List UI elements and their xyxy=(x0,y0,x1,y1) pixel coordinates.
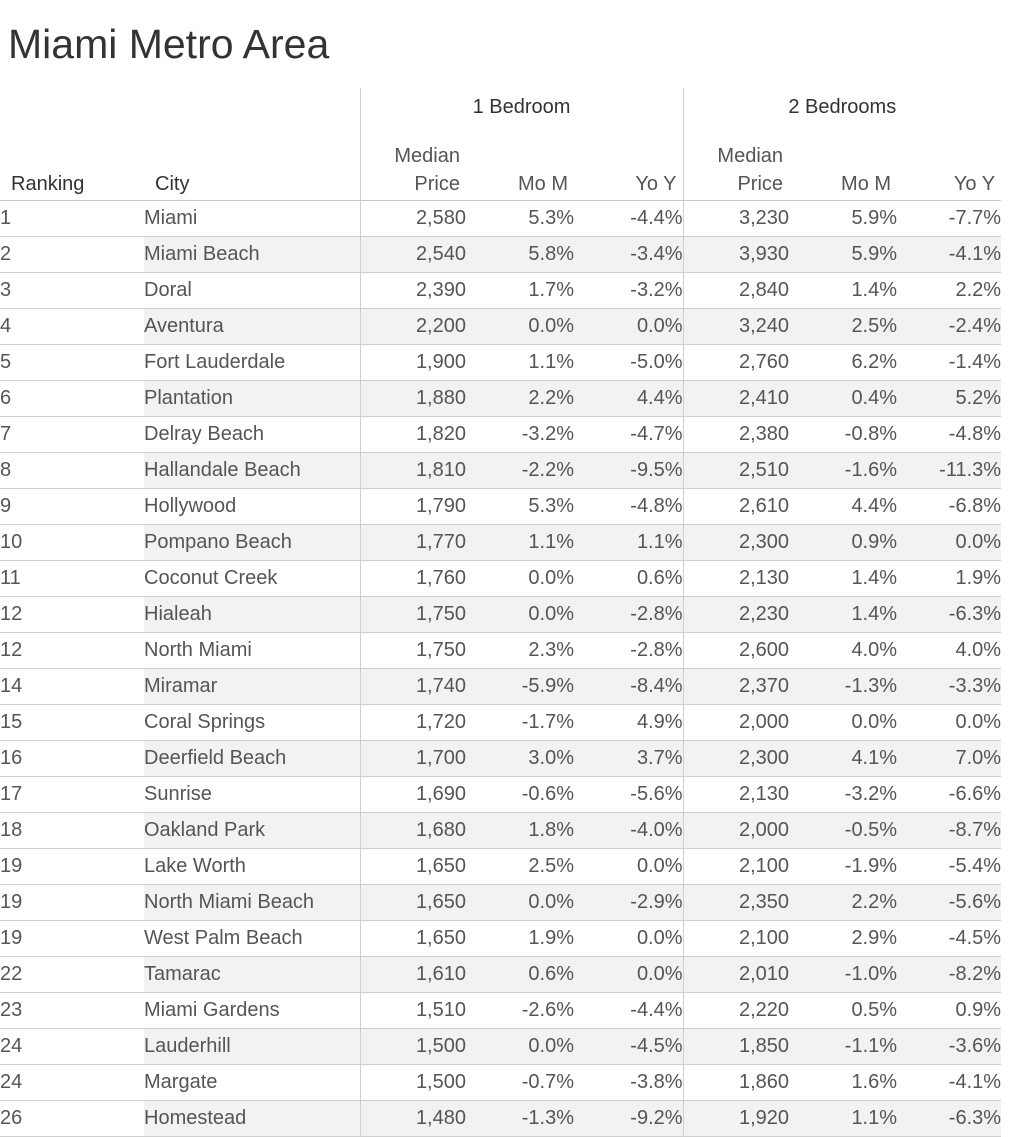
header-blank xyxy=(0,126,144,168)
cell-2br-mom: 0.4% xyxy=(789,381,897,417)
cell-1br-yoy: -3.2% xyxy=(574,273,683,309)
cell-2br-median-price: 2,610 xyxy=(683,489,789,525)
cell-city: Tamarac xyxy=(144,957,360,993)
cell-2br-mom: 2.9% xyxy=(789,921,897,957)
header-blank xyxy=(0,88,144,126)
cell-1br-median-price: 1,770 xyxy=(360,525,466,561)
cell-2br-median-price: 1,860 xyxy=(683,1065,789,1101)
cell-2br-yoy: -4.8% xyxy=(897,417,1001,453)
cell-1br-yoy: 0.0% xyxy=(574,921,683,957)
header-median-price: Price xyxy=(360,168,466,201)
cell-2br-mom: 0.0% xyxy=(789,705,897,741)
cell-2br-median-price: 2,010 xyxy=(683,957,789,993)
cell-2br-median-price: 2,220 xyxy=(683,993,789,1029)
cell-city: Hollywood xyxy=(144,489,360,525)
cell-2br-median-price: 1,920 xyxy=(683,1101,789,1137)
cell-2br-yoy: 0.9% xyxy=(897,993,1001,1029)
cell-1br-mom: 5.3% xyxy=(466,201,574,237)
cell-1br-mom: 0.0% xyxy=(466,597,574,633)
cell-2br-mom: 1.4% xyxy=(789,597,897,633)
cell-city: Hialeah xyxy=(144,597,360,633)
cell-1br-median-price: 1,650 xyxy=(360,921,466,957)
cell-1br-median-price: 1,650 xyxy=(360,885,466,921)
table-row xyxy=(0,381,1001,417)
cell-city: North Miami xyxy=(144,633,360,669)
cell-1br-mom: 5.8% xyxy=(466,237,574,273)
cell-city: Coconut Creek xyxy=(144,561,360,597)
table-row xyxy=(0,345,1001,381)
cell-1br-median-price: 1,700 xyxy=(360,741,466,777)
cell-2br-median-price: 2,300 xyxy=(683,741,789,777)
cell-2br-mom: 4.1% xyxy=(789,741,897,777)
cell-1br-median-price: 1,680 xyxy=(360,813,466,849)
cell-1br-mom: 2.3% xyxy=(466,633,574,669)
cell-1br-median-price: 1,750 xyxy=(360,597,466,633)
cell-1br-median-price: 1,810 xyxy=(360,453,466,489)
cell-2br-mom: -0.5% xyxy=(789,813,897,849)
cell-ranking: 5 xyxy=(0,345,144,381)
table-row xyxy=(0,957,1001,993)
cell-1br-mom: -1.3% xyxy=(466,1101,574,1137)
cell-1br-median-price: 1,500 xyxy=(360,1065,466,1101)
cell-1br-median-price: 1,900 xyxy=(360,345,466,381)
cell-city: Homestead xyxy=(144,1101,360,1137)
cell-ranking: 4 xyxy=(0,309,144,345)
cell-city: Delray Beach xyxy=(144,417,360,453)
cell-1br-median-price: 1,820 xyxy=(360,417,466,453)
cell-1br-yoy: 4.4% xyxy=(574,381,683,417)
header-blank xyxy=(897,126,1001,168)
cell-2br-yoy: -4.1% xyxy=(897,1065,1001,1101)
cell-1br-mom: -5.9% xyxy=(466,669,574,705)
table-row xyxy=(0,705,1001,741)
cell-1br-yoy: -3.4% xyxy=(574,237,683,273)
cell-1br-mom: 3.0% xyxy=(466,741,574,777)
cell-ranking: 23 xyxy=(0,993,144,1029)
cell-city: Lauderhill xyxy=(144,1029,360,1065)
cell-1br-yoy: -2.9% xyxy=(574,885,683,921)
cell-2br-mom: -1.9% xyxy=(789,849,897,885)
cell-2br-mom: 5.9% xyxy=(789,237,897,273)
table-row xyxy=(0,525,1001,561)
table-row xyxy=(0,1101,1001,1137)
cell-ranking: 16 xyxy=(0,741,144,777)
cell-2br-yoy: -8.2% xyxy=(897,957,1001,993)
cell-1br-yoy: -5.6% xyxy=(574,777,683,813)
cell-2br-median-price: 2,380 xyxy=(683,417,789,453)
cell-1br-mom: 0.0% xyxy=(466,309,574,345)
cell-city: Miami Beach xyxy=(144,237,360,273)
cell-city: Pompano Beach xyxy=(144,525,360,561)
cell-city: Lake Worth xyxy=(144,849,360,885)
table-row xyxy=(0,201,1001,237)
cell-city: Margate xyxy=(144,1065,360,1101)
table-body xyxy=(0,201,1001,1137)
cell-ranking: 18 xyxy=(0,813,144,849)
cell-city: Miramar xyxy=(144,669,360,705)
cell-1br-median-price: 1,750 xyxy=(360,633,466,669)
cell-1br-yoy: -4.4% xyxy=(574,201,683,237)
cell-2br-yoy: -3.3% xyxy=(897,669,1001,705)
cell-1br-median-price: 2,580 xyxy=(360,201,466,237)
cell-1br-mom: 5.3% xyxy=(466,489,574,525)
cell-1br-mom: 1.7% xyxy=(466,273,574,309)
header-mom: Mo M xyxy=(789,168,897,201)
cell-ranking: 1 xyxy=(0,201,144,237)
header-median-line1: Median xyxy=(683,126,789,168)
cell-city: West Palm Beach xyxy=(144,921,360,957)
header-blank xyxy=(789,126,897,168)
cell-1br-median-price: 1,650 xyxy=(360,849,466,885)
cell-2br-yoy: -4.1% xyxy=(897,237,1001,273)
group-header-1-bedroom: 1 Bedroom xyxy=(360,88,683,126)
cell-city: Fort Lauderdale xyxy=(144,345,360,381)
cell-1br-median-price: 1,720 xyxy=(360,705,466,741)
cell-1br-median-price: 1,760 xyxy=(360,561,466,597)
page-title: Miami Metro Area xyxy=(8,21,330,67)
table-row xyxy=(0,489,1001,525)
cell-2br-yoy: -5.6% xyxy=(897,885,1001,921)
cell-2br-mom: -1.0% xyxy=(789,957,897,993)
group-header-2-bedrooms: 2 Bedrooms xyxy=(683,88,1001,126)
cell-ranking: 3 xyxy=(0,273,144,309)
cell-2br-yoy: 4.0% xyxy=(897,633,1001,669)
table-row xyxy=(0,669,1001,705)
cell-1br-mom: -1.7% xyxy=(466,705,574,741)
cell-city: Oakland Park xyxy=(144,813,360,849)
cell-2br-median-price: 3,230 xyxy=(683,201,789,237)
cell-2br-median-price: 2,410 xyxy=(683,381,789,417)
cell-1br-mom: 0.0% xyxy=(466,561,574,597)
cell-2br-median-price: 2,100 xyxy=(683,849,789,885)
cell-2br-mom: 4.4% xyxy=(789,489,897,525)
header-blank xyxy=(574,126,683,168)
cell-ranking: 10 xyxy=(0,525,144,561)
cell-2br-median-price: 2,000 xyxy=(683,813,789,849)
header-blank xyxy=(144,126,360,168)
cell-1br-mom: 1.8% xyxy=(466,813,574,849)
cell-1br-yoy: -2.8% xyxy=(574,597,683,633)
cell-2br-mom: 2.5% xyxy=(789,309,897,345)
header-mom: Mo M xyxy=(466,168,574,201)
cell-city: Sunrise xyxy=(144,777,360,813)
cell-1br-yoy: -9.5% xyxy=(574,453,683,489)
cell-2br-median-price: 2,760 xyxy=(683,345,789,381)
cell-ranking: 24 xyxy=(0,1029,144,1065)
cell-2br-median-price: 1,850 xyxy=(683,1029,789,1065)
cell-2br-median-price: 2,350 xyxy=(683,885,789,921)
header-yoy: Yo Y xyxy=(897,168,1001,201)
cell-city: Miami xyxy=(144,201,360,237)
cell-2br-median-price: 2,100 xyxy=(683,921,789,957)
cell-2br-median-price: 2,600 xyxy=(683,633,789,669)
table-row xyxy=(0,885,1001,921)
table-row xyxy=(0,309,1001,345)
cell-ranking: 14 xyxy=(0,669,144,705)
table-row xyxy=(0,273,1001,309)
cell-2br-yoy: -6.6% xyxy=(897,777,1001,813)
cell-2br-yoy: -1.4% xyxy=(897,345,1001,381)
table-row xyxy=(0,777,1001,813)
cell-2br-yoy: 2.2% xyxy=(897,273,1001,309)
cell-ranking: 22 xyxy=(0,957,144,993)
cell-1br-yoy: -8.4% xyxy=(574,669,683,705)
cell-ranking: 8 xyxy=(0,453,144,489)
table-row xyxy=(0,993,1001,1029)
cell-ranking: 15 xyxy=(0,705,144,741)
cell-2br-median-price: 2,510 xyxy=(683,453,789,489)
cell-2br-mom: 1.1% xyxy=(789,1101,897,1137)
cell-2br-mom: 5.9% xyxy=(789,201,897,237)
cell-city: Plantation xyxy=(144,381,360,417)
cell-2br-median-price: 2,000 xyxy=(683,705,789,741)
cell-2br-mom: -3.2% xyxy=(789,777,897,813)
cell-2br-yoy: -7.7% xyxy=(897,201,1001,237)
cell-2br-mom: 1.4% xyxy=(789,561,897,597)
table-row xyxy=(0,1065,1001,1101)
cell-city: Doral xyxy=(144,273,360,309)
cell-2br-median-price: 2,370 xyxy=(683,669,789,705)
cell-2br-yoy: -3.6% xyxy=(897,1029,1001,1065)
cell-2br-mom: -1.3% xyxy=(789,669,897,705)
cell-2br-yoy: -6.8% xyxy=(897,489,1001,525)
cell-1br-mom: -2.6% xyxy=(466,993,574,1029)
cell-1br-median-price: 2,390 xyxy=(360,273,466,309)
cell-ranking: 2 xyxy=(0,237,144,273)
cell-1br-median-price: 1,790 xyxy=(360,489,466,525)
cell-2br-mom: 0.9% xyxy=(789,525,897,561)
cell-1br-median-price: 1,610 xyxy=(360,957,466,993)
cell-2br-yoy: -6.3% xyxy=(897,597,1001,633)
cell-2br-yoy: 0.0% xyxy=(897,525,1001,561)
cell-2br-yoy: -11.3% xyxy=(897,453,1001,489)
cell-2br-yoy: 1.9% xyxy=(897,561,1001,597)
cell-1br-mom: 0.0% xyxy=(466,885,574,921)
cell-2br-mom: -1.6% xyxy=(789,453,897,489)
cell-2br-yoy: 7.0% xyxy=(897,741,1001,777)
cell-1br-mom: 2.2% xyxy=(466,381,574,417)
cell-2br-median-price: 3,240 xyxy=(683,309,789,345)
table-row xyxy=(0,417,1001,453)
cell-2br-mom: 1.4% xyxy=(789,273,897,309)
cell-ranking: 7 xyxy=(0,417,144,453)
table-row xyxy=(0,633,1001,669)
cell-1br-yoy: 0.6% xyxy=(574,561,683,597)
cell-2br-mom: 2.2% xyxy=(789,885,897,921)
cell-1br-mom: 1.9% xyxy=(466,921,574,957)
cell-1br-yoy: -3.8% xyxy=(574,1065,683,1101)
cell-ranking: 19 xyxy=(0,885,144,921)
cell-2br-median-price: 2,130 xyxy=(683,777,789,813)
cell-1br-median-price: 2,200 xyxy=(360,309,466,345)
table-row xyxy=(0,741,1001,777)
table-row xyxy=(0,921,1001,957)
cell-ranking: 12 xyxy=(0,633,144,669)
cell-1br-yoy: 0.0% xyxy=(574,309,683,345)
cell-city: North Miami Beach xyxy=(144,885,360,921)
cell-ranking: 11 xyxy=(0,561,144,597)
cell-2br-yoy: -2.4% xyxy=(897,309,1001,345)
cell-ranking: 12 xyxy=(0,597,144,633)
cell-2br-median-price: 2,230 xyxy=(683,597,789,633)
cell-2br-mom: -1.1% xyxy=(789,1029,897,1065)
cell-1br-mom: 1.1% xyxy=(466,345,574,381)
header-blank xyxy=(466,126,574,168)
cell-1br-yoy: -5.0% xyxy=(574,345,683,381)
cell-2br-mom: -0.8% xyxy=(789,417,897,453)
cell-1br-yoy: 1.1% xyxy=(574,525,683,561)
cell-1br-yoy: -4.5% xyxy=(574,1029,683,1065)
cell-city: Hallandale Beach xyxy=(144,453,360,489)
cell-1br-median-price: 1,880 xyxy=(360,381,466,417)
table-row xyxy=(0,813,1001,849)
header-ranking: Ranking xyxy=(0,168,144,201)
cell-2br-mom: 6.2% xyxy=(789,345,897,381)
cell-1br-yoy: 3.7% xyxy=(574,741,683,777)
cell-2br-yoy: -8.7% xyxy=(897,813,1001,849)
table-row xyxy=(0,849,1001,885)
cell-1br-yoy: -4.4% xyxy=(574,993,683,1029)
table-row xyxy=(0,1029,1001,1065)
cell-2br-yoy: 5.2% xyxy=(897,381,1001,417)
cell-1br-yoy: -4.0% xyxy=(574,813,683,849)
cell-2br-median-price: 3,930 xyxy=(683,237,789,273)
cell-1br-mom: -3.2% xyxy=(466,417,574,453)
cell-1br-median-price: 1,480 xyxy=(360,1101,466,1137)
header-blank xyxy=(144,88,360,126)
header-median-line1: Median xyxy=(360,126,466,168)
cell-city: Deerfield Beach xyxy=(144,741,360,777)
header-yoy: Yo Y xyxy=(574,168,683,201)
cell-2br-median-price: 2,300 xyxy=(683,525,789,561)
cell-ranking: 19 xyxy=(0,849,144,885)
cell-city: Miami Gardens xyxy=(144,993,360,1029)
cell-1br-yoy: -9.2% xyxy=(574,1101,683,1137)
cell-city: Aventura xyxy=(144,309,360,345)
cell-1br-mom: -0.7% xyxy=(466,1065,574,1101)
cell-1br-mom: -2.2% xyxy=(466,453,574,489)
cell-1br-mom: 2.5% xyxy=(466,849,574,885)
rent-table xyxy=(0,88,1001,1137)
cell-1br-yoy: -4.8% xyxy=(574,489,683,525)
cell-1br-mom: -0.6% xyxy=(466,777,574,813)
cell-2br-yoy: -6.3% xyxy=(897,1101,1001,1137)
cell-2br-yoy: -4.5% xyxy=(897,921,1001,957)
cell-1br-median-price: 1,740 xyxy=(360,669,466,705)
cell-city: Coral Springs xyxy=(144,705,360,741)
header-city: City xyxy=(144,168,360,201)
cell-1br-mom: 0.0% xyxy=(466,1029,574,1065)
cell-2br-yoy: -5.4% xyxy=(897,849,1001,885)
cell-1br-mom: 1.1% xyxy=(466,525,574,561)
cell-1br-yoy: 0.0% xyxy=(574,849,683,885)
table-row xyxy=(0,561,1001,597)
header-median-price: Price xyxy=(683,168,789,201)
cell-1br-median-price: 1,690 xyxy=(360,777,466,813)
cell-2br-yoy: 0.0% xyxy=(897,705,1001,741)
cell-ranking: 17 xyxy=(0,777,144,813)
cell-ranking: 24 xyxy=(0,1065,144,1101)
cell-2br-mom: 0.5% xyxy=(789,993,897,1029)
cell-1br-mom: 0.6% xyxy=(466,957,574,993)
cell-1br-median-price: 1,500 xyxy=(360,1029,466,1065)
cell-1br-median-price: 1,510 xyxy=(360,993,466,1029)
cell-1br-median-price: 2,540 xyxy=(360,237,466,273)
cell-ranking: 26 xyxy=(0,1101,144,1137)
cell-2br-mom: 1.6% xyxy=(789,1065,897,1101)
cell-1br-yoy: 4.9% xyxy=(574,705,683,741)
table-row xyxy=(0,453,1001,489)
cell-ranking: 6 xyxy=(0,381,144,417)
table-row xyxy=(0,597,1001,633)
cell-ranking: 9 xyxy=(0,489,144,525)
cell-2br-median-price: 2,130 xyxy=(683,561,789,597)
cell-1br-yoy: -2.8% xyxy=(574,633,683,669)
table-row xyxy=(0,237,1001,273)
cell-1br-yoy: -4.7% xyxy=(574,417,683,453)
cell-ranking: 19 xyxy=(0,921,144,957)
cell-2br-mom: 4.0% xyxy=(789,633,897,669)
cell-2br-median-price: 2,840 xyxy=(683,273,789,309)
cell-1br-yoy: 0.0% xyxy=(574,957,683,993)
